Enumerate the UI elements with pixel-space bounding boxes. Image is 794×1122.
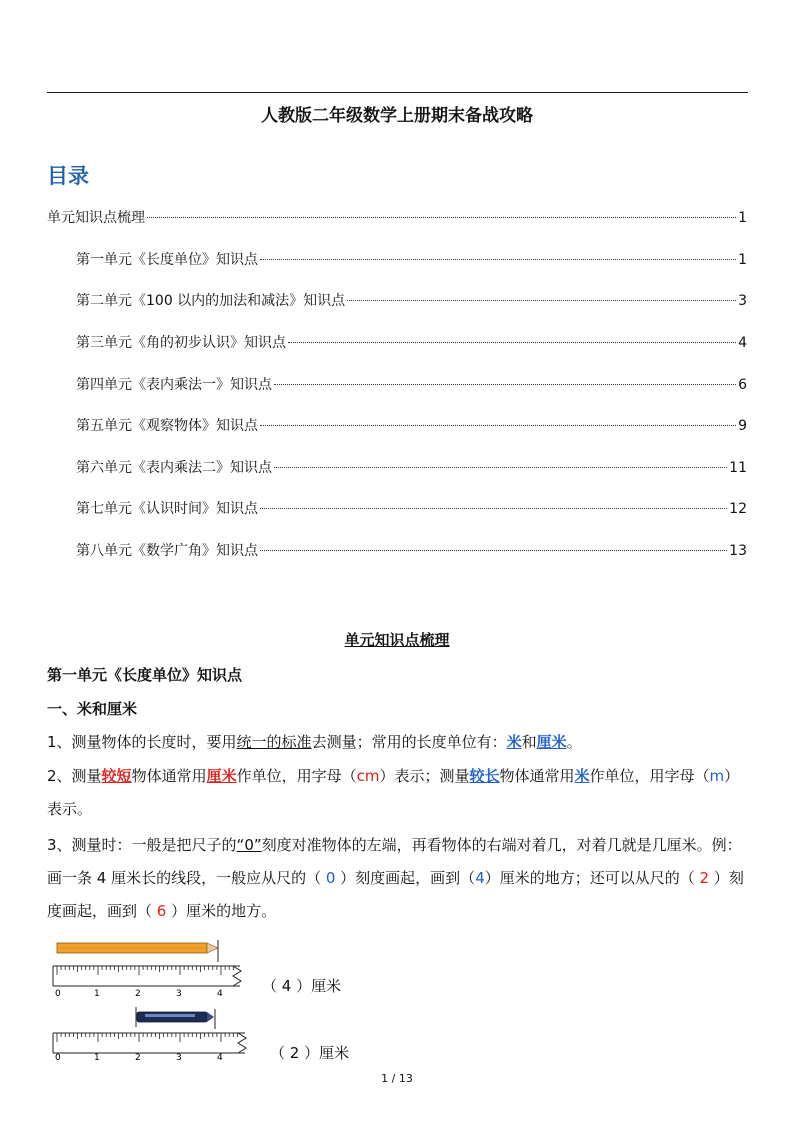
toc-page-number: 1 [738,210,747,226]
svg-text:0: 0 [55,989,61,996]
toc-leader-dots [147,217,736,218]
toc-entry-text: 第三单元《角的初步认识》知识点 [76,335,286,351]
toc-page-number: 11 [729,460,747,476]
top-rule [47,92,748,93]
toc-entry-text: 第二单元《100 以内的加法和减法》知识点 [76,293,346,309]
paragraph-1: 1、测量物体的长度时，要用统一的标准去测量；常用的长度单位有：米和厘米。 [47,733,582,751]
toc-entry[interactable] [76,290,747,308]
sub-heading: 一、米和厘米 [47,700,138,718]
toc-entry[interactable] [47,207,747,225]
toc-leader-dots [274,467,727,468]
unit-heading: 第一单元《长度单位》知识点 [47,666,243,684]
svg-text:0: 0 [55,1053,61,1061]
toc-entry-text: 第六单元《表内乘法二》知识点 [76,460,272,476]
toc-entry[interactable] [76,457,747,475]
svg-text:2: 2 [135,1053,141,1061]
keyword: 较短 [101,767,132,785]
toc-entry[interactable] [76,498,747,516]
paragraph-2: 2、测量较短物体通常用厘米作单位，用字母（cm）表示；测量较长物体通常用米作单位，用字母（m）表示。 [47,767,740,818]
toc-entry[interactable] [76,540,747,558]
toc-entry-text: 第八单元《数学广角》知识点 [76,543,258,559]
toc-leader-dots [260,508,727,509]
svg-text:4: 4 [217,989,223,996]
pencil-tip [207,943,218,953]
toc-entry-text: 第五单元《观察物体》知识点 [76,418,258,434]
paragraph-3: 3、测量时：一般是把尺子的“0”刻度对准物体的左端，再看物体的右端对着几，对着几就是几厘米。例：画一条 4 厘米长的线段，一般应从尺的（ 0 ）刻度画起，画到（4）厘米的地方；还可以从尺的（ 2 ）刻度画起，画到（ 6 ）厘米的地方。 [47,836,744,920]
toc-leader-dots [274,384,736,385]
toc-page-number: 6 [738,377,747,393]
page-footer: 1 / 13 [381,1072,413,1085]
section-title: 单元知识点梳理 [344,631,450,649]
ruler-figure-nail [50,1003,260,1065]
toc-leader-dots [260,550,727,551]
toc-leader-dots [347,300,736,301]
toc-leader-dots [260,425,736,426]
figure-1-caption: （ 4 ）厘米 [262,977,342,995]
svg-text:1: 1 [94,989,100,996]
ruler-pencil-illustration [50,936,260,996]
toc-heading: 目录 [47,164,89,188]
toc-entry[interactable] [76,415,747,433]
toc-leader-dots [260,259,736,260]
svg-text:1: 1 [94,1053,100,1061]
toc-entry-text: 第七单元《认识时间》知识点 [76,501,258,517]
keyword: 厘米 [206,767,237,785]
keyword: 米 [506,733,522,751]
toc-entry[interactable] [76,249,747,267]
toc-page-number: 9 [738,418,747,434]
toc-entry[interactable] [76,332,747,350]
svg-text:3: 3 [176,989,182,996]
toc-entry-text: 单元知识点梳理 [47,210,145,226]
ruler-figure-pencil [50,936,260,1000]
toc-page-number: 1 [738,252,747,268]
toc-entry[interactable] [76,374,747,392]
toc-page-number: 12 [729,501,747,517]
document-title: 人教版二年级数学上册期末备战攻略 [261,106,533,126]
svg-text:2: 2 [135,989,141,996]
toc-leader-dots [288,342,736,343]
keyword: 较长 [469,767,500,785]
svg-text:3: 3 [176,1053,182,1061]
toc-entry-text: 第四单元《表内乘法一》知识点 [76,377,272,393]
toc-page-number: 4 [738,335,747,351]
toc-page-number: 13 [729,543,747,559]
ruler-nail-illustration [50,1003,260,1061]
keyword: 米 [574,767,590,785]
keyword: 厘米 [536,733,567,751]
toc-entry-text: 第一单元《长度单位》知识点 [76,252,258,268]
toc-page-number: 3 [738,293,747,309]
svg-text:4: 4 [217,1053,223,1061]
figure-2-caption: （ 2 ）厘米 [270,1044,350,1062]
